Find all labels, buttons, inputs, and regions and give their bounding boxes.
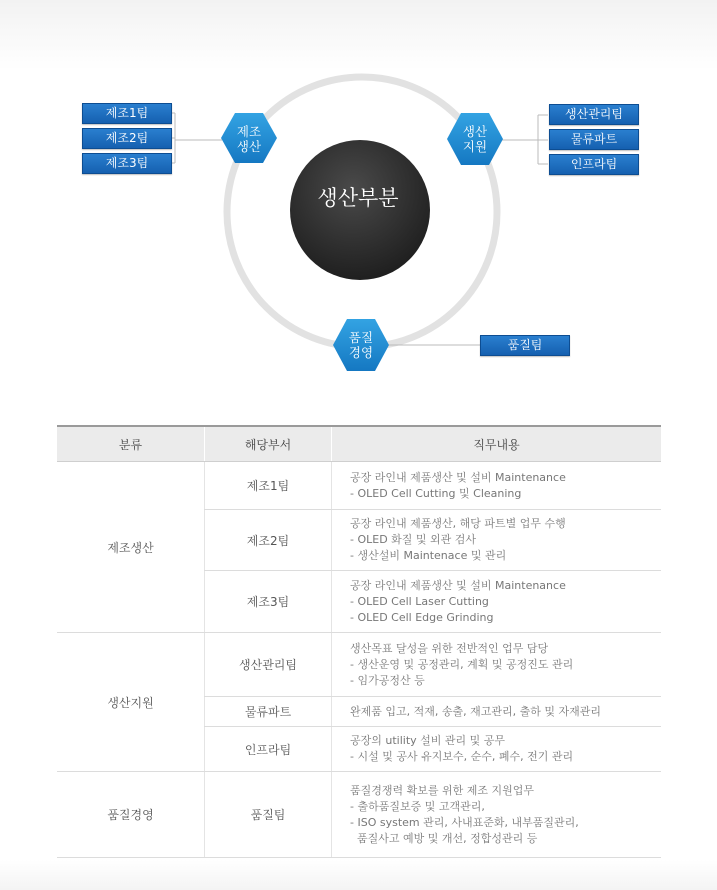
department-cell: 생산관리팀 [205, 633, 332, 697]
hex-manufacturing-line2: 생산 [236, 139, 262, 154]
hex-quality-line2: 경영 [348, 345, 374, 360]
hex-support-line2: 지원 [462, 139, 488, 154]
duty-line: 공장 라인내 제품생산, 해당 파트별 업무 수행 [350, 517, 566, 530]
hex-quality-line1: 품질 [348, 330, 374, 345]
table-row [57, 772, 661, 858]
team-box-support-3: 인프라팀 [549, 154, 639, 175]
duty-line: - OLED 화질 및 외관 검사 [350, 533, 477, 546]
duty-cell [332, 571, 662, 633]
org-diagram [0, 0, 717, 400]
hex-support-line1: 생산 [462, 124, 488, 139]
category-cell: 품질경영 [57, 772, 205, 858]
department-cell: 제조2팀 [205, 510, 332, 571]
category-cell: 제조생산 [57, 462, 205, 633]
department-cell: 인프라팀 [205, 727, 332, 772]
header-department: 해당부서 [205, 426, 332, 462]
team-box-support-2: 물류파트 [549, 129, 639, 150]
hex-support-label [450, 124, 500, 154]
duty-cell [332, 633, 662, 697]
duty-table [57, 425, 661, 858]
table-header-row [57, 426, 661, 462]
table-row [57, 462, 661, 510]
duty-cell [332, 727, 662, 772]
category-cell: 생산지원 [57, 633, 205, 772]
duty-cell [332, 772, 662, 858]
hex-manufacturing-line1: 제조 [236, 124, 262, 139]
team-box-manufacturing-3: 제조3팀 [82, 153, 172, 174]
header-category: 분류 [57, 426, 205, 462]
team-box-support-1: 생산관리팀 [549, 104, 639, 125]
duty-line: 완제품 입고, 적재, 송출, 재고관리, 출하 및 자재관리 [350, 704, 601, 718]
table-row [57, 633, 661, 697]
duty-line: 공장 라인내 제품생산 및 설비 Maintenance [350, 470, 566, 484]
duty-cell [332, 697, 662, 727]
duty-line: 생산목표 달성을 위한 전반적인 업무 담당 [350, 641, 549, 655]
duty-line: - 시설 및 공사 유지보수, 순수, 폐수, 전기 관리 [350, 750, 574, 763]
duty-line: 품질사고 예방 및 개선, 정합성관리 등 [350, 831, 538, 845]
duty-line: - 생산운영 및 공정관리, 계획 및 공정진도 관리 [350, 657, 574, 671]
department-cell: 제조1팀 [205, 462, 332, 510]
department-cell: 제조3팀 [205, 571, 332, 633]
duty-line: - OLED Cell Edge Grinding [350, 610, 494, 624]
hex-quality-label [336, 330, 386, 360]
duty-line: - 임가공정산 등 [350, 673, 425, 687]
team-box-manufacturing-2: 제조2팀 [82, 128, 172, 149]
duty-line: - OLED Cell Cutting 및 Cleaning [350, 486, 522, 500]
duty-line: - OLED Cell Laser Cutting [350, 594, 489, 608]
team-box-quality-1: 품질팀 [480, 335, 570, 356]
duty-line: - 생산설비 Maintenace 및 관리 [350, 549, 507, 562]
duty-cell [332, 510, 662, 571]
center-label: 생산부분 [317, 186, 399, 210]
duty-line: 품질경쟁력 확보를 위한 제조 지원업무 [350, 783, 535, 797]
duty-line: - ISO system 관리, 사내표준화, 내부품질관리, [350, 815, 579, 829]
table-body [57, 462, 661, 858]
team-box-manufacturing-1: 제조1팀 [82, 103, 172, 124]
duty-cell [332, 462, 662, 510]
duty-line: - 출하품질보증 및 고객관리, [350, 799, 485, 813]
department-cell: 물류파트 [205, 697, 332, 727]
duty-line: 공장의 utility 설비 관리 및 공무 [350, 734, 506, 747]
department-cell: 품질팀 [205, 772, 332, 858]
hex-manufacturing-label [224, 124, 274, 154]
duty-line: 공장 라인내 제품생산 및 설비 Maintenance [350, 578, 566, 592]
header-duties: 직무내용 [332, 426, 662, 462]
